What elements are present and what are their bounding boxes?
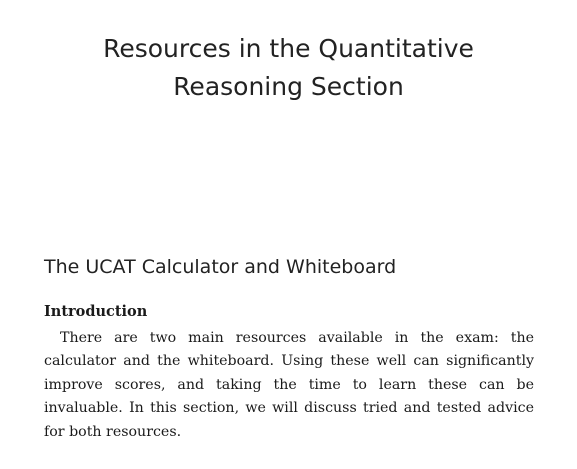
paragraph-line: invaluable. In this section, we will discuss tried and tested advice <box>44 400 534 417</box>
chapter-title-line-2: Reasoning Section <box>173 72 404 101</box>
subsection-heading: Introduction <box>44 303 148 320</box>
chapter-title-line-1: Resources in the Quantitative <box>103 34 474 63</box>
paragraph-line: There are two main resources available in the exam: the <box>60 330 534 346</box>
chapter-title <box>0 30 577 106</box>
paragraph-line: calculator and the whiteboard. Using these well can significantly <box>44 353 534 370</box>
paragraph-line: for both resources. <box>44 423 182 440</box>
paragraph-line: improve scores, and taking the time to learn these can be <box>44 376 534 393</box>
section-heading: The UCAT Calculator and Whiteboard <box>44 256 397 278</box>
body-paragraph <box>44 327 534 444</box>
